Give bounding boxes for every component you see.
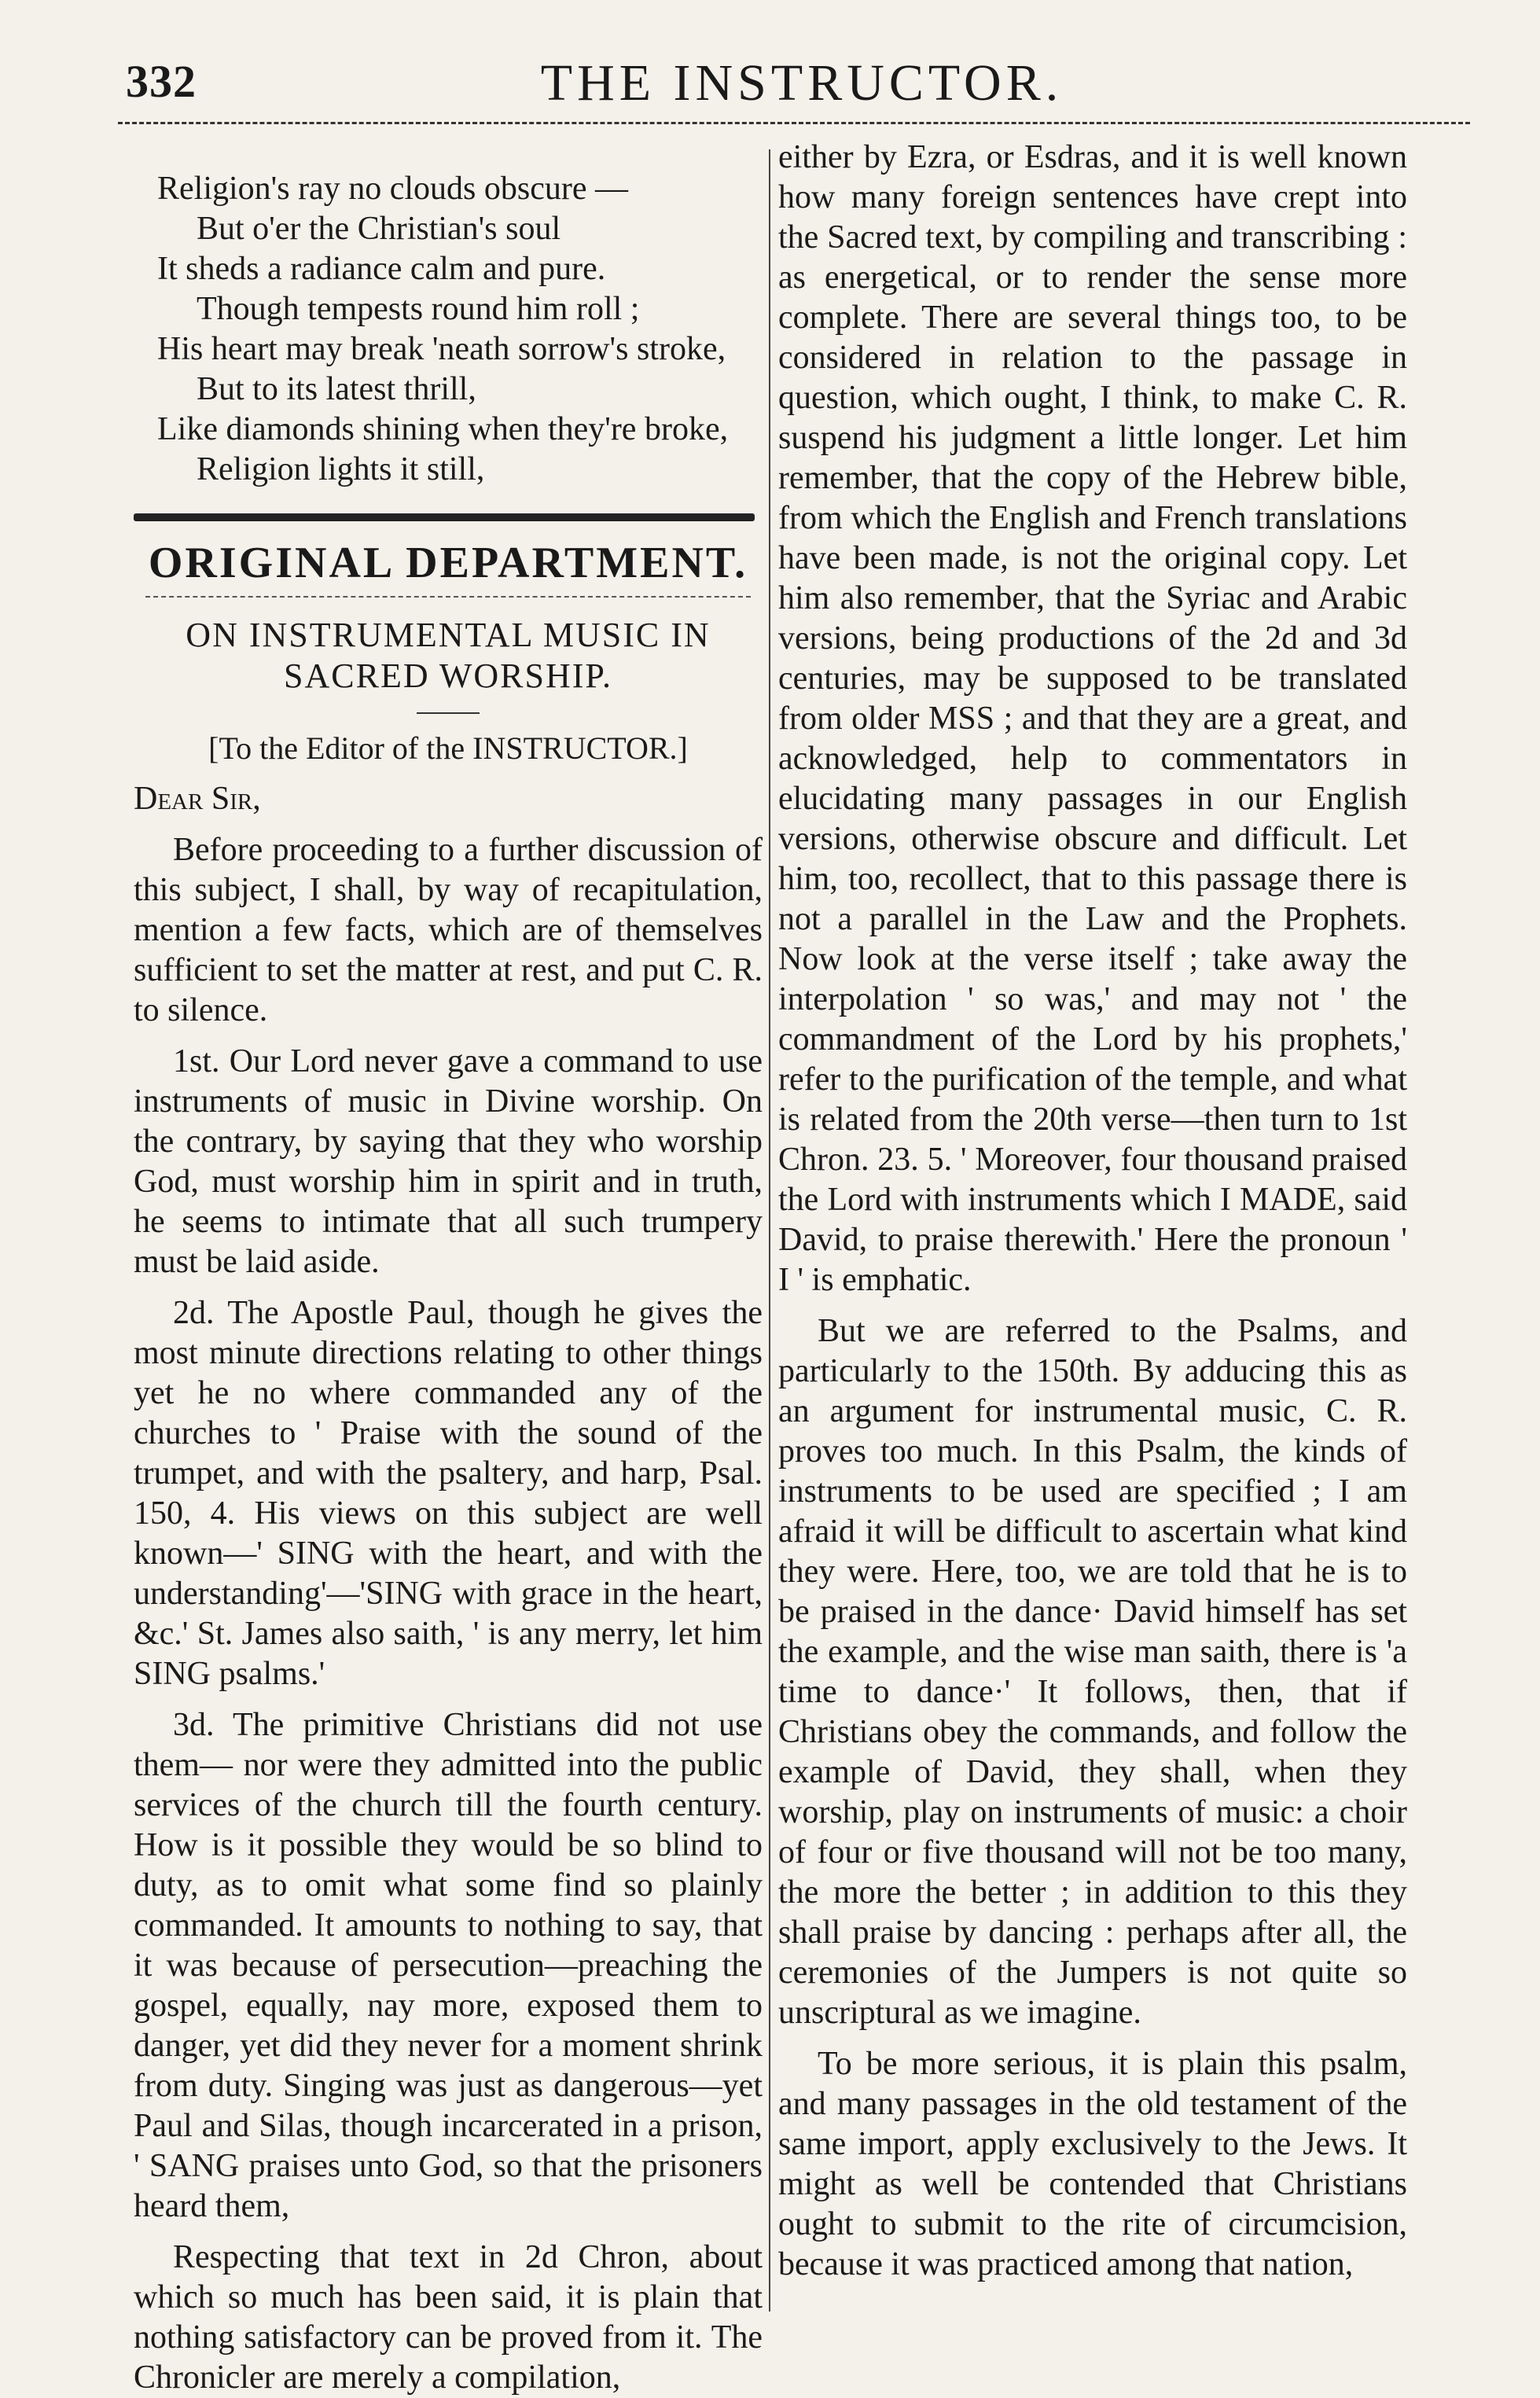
poem-line: But to its latest thrill, <box>197 371 476 407</box>
editor-line: [To the Editor of the INSTRUCTOR.] <box>208 730 688 766</box>
poem-line: Like diamonds shining when they're broke, <box>157 411 729 447</box>
title-rule <box>417 712 480 714</box>
salutation: Dear Sir, <box>134 781 261 817</box>
paragraph: either by Ezra, or Esdras, and it is well known how many foreign sentences have crept into the Sacred text, by compiling and transcribing : as energetical, or to render the sense more complete. There are several things too, to be considered in relation to the passage in question, which ought, I think, to make C. R. suspend his judgment a little longer. Let him remember, that the copy of the Hebrew bible, from which the English and French translations have been made, is not the original copy. Let him also remember, that the Syriac and Arabic versions, being productions of the 2d and 3d centuries, may be supposed to be translated from older MSS ; and that they are a great, and acknowledged, help to commentators in elucidating many passages in our English versions, otherwise obscure and difficult. Let him, too, recollect, that to this passage there is not a parallel in the Law and the Prophets. Now look at the verse itself ; take away the interpolation ' so was,' and may not ' the commandment of the Lord by his prophets,' refer to the purification of the temple, and what is related from the 20th verse—then turn to 1st Chron. 23. 5. ' Moreover, four thousand praised the Lord with instruments which I MADE, said David, to praise therewith.' Here the pronoun ' I ' is emphatic. <box>778 139 1407 1298</box>
paragraph: 2d. The Apostle Paul, though he gives the most minute directions relating to other things yet he no where commanded any of the churches to ' Praise with the sound of the trumpet, and with the psaltery, and harp, Psal. 150, 4. His views on this subject are well known—' SING with the heart, and with the understanding'—'SING with grace in the heart, &c.' St. James also saith, ' is any merry, let him SING psalms.' <box>134 1295 763 1692</box>
paragraph: 3d. The primitive Christians did not use them— nor were they admitted into the public services of the church till the fourth century. How is it possible they would be so blind to duty, as to omit what some find so plainly commanded. It amounts to nothing to say, that it was because of persecution—preaching the gospel, equally, nay more, exposed them to danger, yet did they never for a moment shrink from duty. Singing was just as dangerous—yet Paul and Silas, though incarcerated in a prison, ' SANG praises unto God, so that the prisoners heard them, <box>134 1707 763 2224</box>
poem-line: It sheds a radiance calm and pure. <box>157 251 606 287</box>
paragraph: To be more serious, it is plain this psalm, and many passages in the old testament of the same import, apply exclusively to the Jews. It might as well be contended that Christians ought to submit to the rite of circumcision, because it was practiced among that nation, <box>778 2046 1407 2282</box>
column-divider <box>769 149 770 2312</box>
page-number: 332 <box>126 56 197 107</box>
paragraph: Before proceeding to a further discussion of this subject, I shall, by way of recapitulation, mention a few facts, which are of themselves sufficient to set the matter at rest, and put C. R. to silence. <box>134 832 763 1028</box>
page-header <box>126 39 1478 126</box>
poem-line: But o'er the Christian's soul <box>197 211 561 247</box>
paragraph: 1st. Our Lord never gave a command to use instruments of music in Divine worship. On the contrary, by saying that they who worship God, must worship him in spirit and in truth, he seems to intimate that all such trumpery must be laid aside. <box>134 1043 763 1280</box>
right-column <box>778 138 1407 2285</box>
section-rule <box>134 513 755 521</box>
department-rule <box>145 596 751 598</box>
poem-line: Religion lights it still, <box>197 451 485 487</box>
poem <box>157 169 763 490</box>
running-title: THE INSTRUCTOR. <box>540 54 1064 112</box>
left-column <box>134 138 763 2398</box>
poem-line: Religion's ray no clouds obscure — <box>157 171 628 207</box>
paragraph: Respecting that text in 2d Chron, about which so much has been said, it is plain that nothing satisfactory can be proved from it. The Chronicler are merely a compilation, <box>134 2239 763 2396</box>
article-title: ON INSTRUMENTAL MUSIC IN SACRED WORSHIP. <box>186 616 711 695</box>
paragraph: But we are referred to the Psalms, and particularly to the 150th. By adducing this as an argument for instrumental music, C. R. proves too much. In this Psalm, the kinds of instruments to be used are specified ; I am afraid it will be difficult to ascertain what kind they were. Here, too, we are told that he is to be praised in the dance· David himself has set the example, and the wise man saith, there is 'a time to dance·' It follows, then, that if Christians obey the commands, and follow the example of David, they shall, when they worship, play on instruments of music: a choir of four or five thousand will not be too many, the more the better ; in addition to this they shall praise by dancing : perhaps after all, the ceremonies of the Jumpers is not quite so unscriptural as we imagine. <box>778 1313 1407 2031</box>
header-rule <box>118 122 1470 124</box>
department-title: ORIGINAL DEPARTMENT. <box>148 539 748 587</box>
poem-line: Though tempests round him roll ; <box>197 291 640 327</box>
poem-line: His heart may break 'neath sorrow's stroke, <box>157 331 726 367</box>
